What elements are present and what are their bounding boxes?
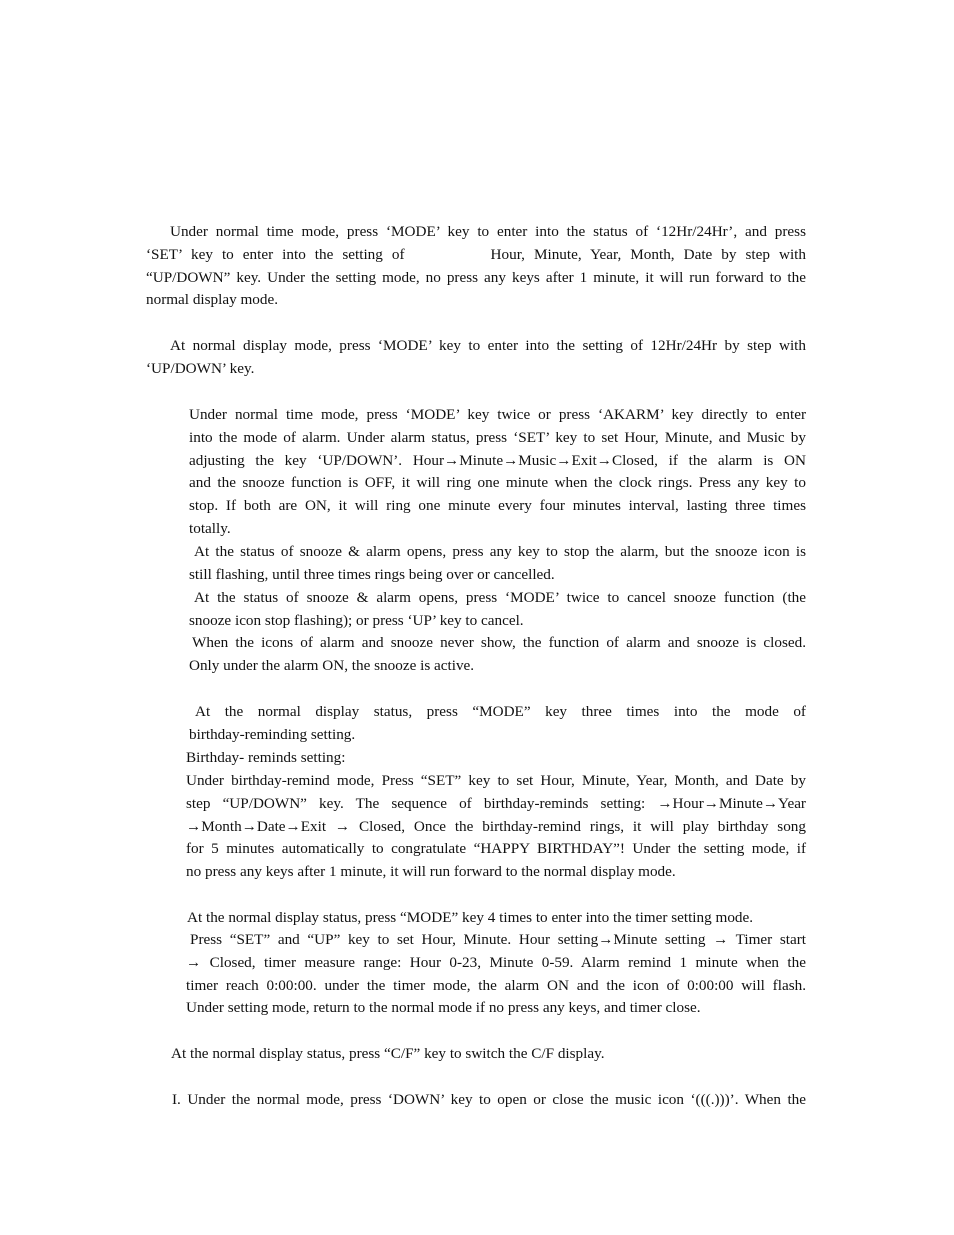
text-line: snooze icon stop flashing); or press ‘UP’ key to cancel. — [189, 611, 524, 629]
text-line: normal display mode. — [146, 291, 279, 309]
text-line: step “UP/DOWN” key. The sequence of birthday-reminds setting: →Hour→Minute→Year — [186, 794, 806, 812]
paragraph-timer-setting — [186, 929, 806, 1020]
text-line: adjusting the key ‘UP/DOWN’. Hour→Minute→Music→Exit→Closed, if the alarm is ON — [189, 451, 806, 469]
text-line: → Closed, timer measure range: Hour 0-23, Minute 0-59. Alarm remind 1 minute when the — [186, 953, 806, 971]
text-line: for 5 minutes automatically to congratulate “HAPPY BIRTHDAY”! Under the setting mode, if — [186, 840, 806, 858]
text-line: totally. — [189, 519, 231, 537]
text-line: Birthday- reminds setting: — [186, 749, 346, 766]
text-line: Under birthday-remind mode, Press “SET” key to set Hour, Minute, Year, Month, and Date by — [186, 772, 806, 789]
text-line: birthday-reminding setting. — [189, 725, 356, 743]
text-line: At the normal display status, press “MODE” key three times into the mode of — [195, 703, 806, 720]
text-line: At normal display mode, press ‘MODE’ key to enter into the setting of 12Hr/24Hr by step with — [170, 337, 806, 354]
text-line: At the status of snooze & alarm opens, press any key to stop the alarm, but the snooze icon is — [194, 543, 806, 560]
text-line — [146, 244, 806, 267]
text-segment: Hour, Minute, Year, Month, Date by step with — [490, 245, 806, 263]
text-line: Under normal time mode, press ‘MODE’ key to enter into the status of ‘12Hr/24Hr’, and press — [170, 223, 806, 240]
text-line: still flashing, until three times rings being over or cancelled. — [189, 565, 555, 583]
text-line: When the icons of alarm and snooze never show, the function of alarm and snooze is closed. — [192, 634, 806, 651]
paragraph-timer-mode — [187, 907, 806, 930]
text-line: stop. If both are ON, it will ring one minute every four minutes interval, lasting three times — [189, 497, 806, 515]
paragraph-alarm-mode — [189, 404, 806, 541]
paragraph-music-icon — [172, 1089, 806, 1112]
text-line: Press “SET” and “UP” key to set Hour, Minute. Hour setting→Minute setting → Timer start — [190, 931, 806, 948]
paragraph-birthday-heading — [186, 747, 806, 770]
text-segment: ‘SET’ key to enter into the setting of — [146, 245, 405, 263]
text-line: At the normal display status, press “MODE” key 4 times to enter into the timer setting mode. — [187, 909, 754, 926]
text-line: into the mode of alarm. Under alarm status, press ‘SET’ key to set Hour, Minute, and Music by — [189, 428, 806, 446]
text-line: no press any keys after 1 minute, it will run forward to the normal display mode. — [186, 863, 676, 881]
text-line: I. Under the normal mode, press ‘DOWN’ key to open or close the music icon ‘(((.)))’. When the — [172, 1091, 806, 1108]
paragraph-birthday-setting — [186, 770, 806, 884]
text-line: Under setting mode, return to the normal mode if no press any keys, and timer close. — [186, 999, 701, 1017]
text-line: “UP/DOWN” key. Under the setting mode, no press any keys after 1 minute, it will run forward to the — [146, 268, 806, 286]
text-line: timer reach 0:00:00. under the timer mode, the alarm ON and the icon of 0:00:00 will flash. — [186, 976, 806, 994]
paragraph-snooze-cancel — [189, 587, 806, 633]
text-line: Only under the alarm ON, the snooze is active. — [189, 656, 475, 674]
paragraph-icons-closed — [189, 632, 806, 678]
paragraph-birthday-mode — [189, 701, 806, 747]
text-line: At the normal display status, press “C/F” key to switch the C/F display. — [171, 1045, 605, 1062]
text-line: and the snooze function is OFF, it will ring one minute when the clock rings. Press any key to — [189, 474, 806, 492]
text-line: ‘UP/DOWN’ key. — [146, 359, 255, 377]
paragraph-cf-display — [171, 1043, 806, 1066]
paragraph-snooze-stop — [189, 541, 806, 587]
text-line: At the status of snooze & alarm opens, press ‘MODE’ twice to cancel snooze function (the — [194, 589, 806, 606]
text-line: →Month→Date→Exit → Closed, Once the birthday-remind rings, it will play birthday song — [186, 817, 806, 835]
text-line: Under normal time mode, press ‘MODE’ key twice or press ‘AKARM’ key directly to enter — [189, 406, 806, 423]
paragraph-time-mode — [146, 221, 806, 312]
paragraph-12hr-24hr — [146, 335, 806, 381]
